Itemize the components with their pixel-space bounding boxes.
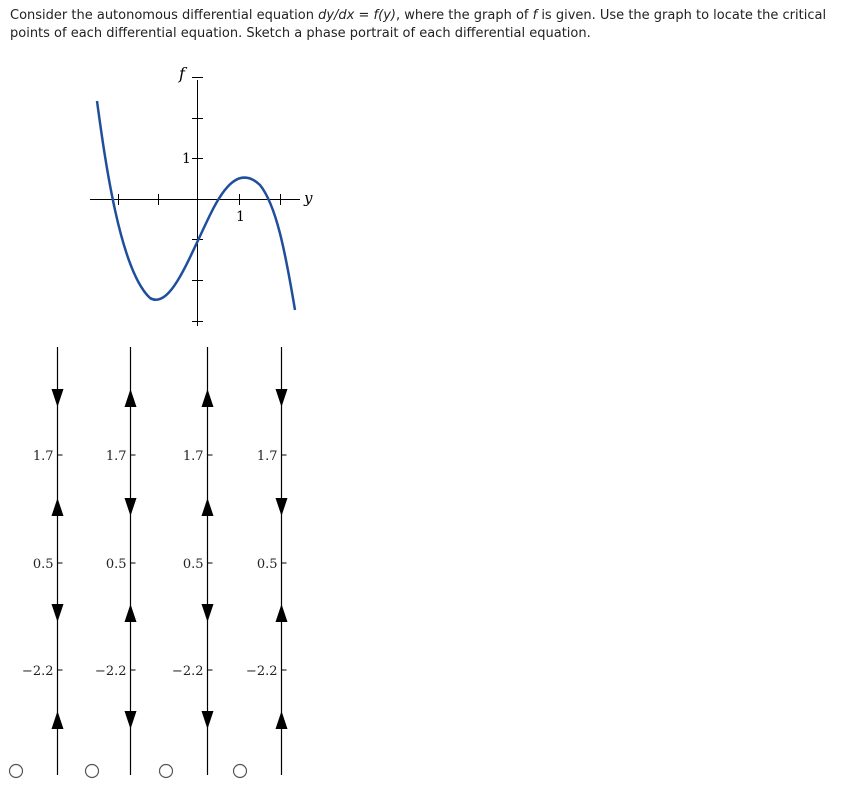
question-fy: f(y) [373, 8, 396, 23]
arrow-down-icon [202, 604, 214, 622]
arrow-up-icon [202, 498, 214, 516]
f-tick-1-label: 1 [182, 151, 191, 167]
critical-point-label: −2.2 [21, 664, 54, 679]
question-f: f [532, 8, 538, 23]
phase-portrait-option-1 [22, 347, 64, 775]
question-part-3: , where the graph of [395, 8, 533, 23]
arrow-down-icon [52, 389, 64, 407]
arrow-down-icon [125, 711, 137, 729]
arrow-down-icon [276, 498, 288, 516]
question-part-4: is given. Use the graph to locate the critical points of each differential equation. Sketch a phase portrait of each differential equation. [10, 8, 827, 41]
phase-portrait-option-2 [95, 347, 137, 775]
phase-portrait-option-3 [172, 347, 214, 775]
critical-point-label: 1.7 [32, 449, 54, 464]
arrow-down-icon [276, 389, 288, 407]
question-part-1: Consider the autonomous differential equation [10, 8, 319, 23]
critical-point-label: 0.5 [256, 557, 278, 572]
y-axis-label: y [304, 189, 313, 207]
question-eq: dy/dx [318, 8, 355, 23]
critical-point-label: −2.2 [94, 664, 127, 679]
arrow-down-icon [125, 498, 137, 516]
critical-point-label: −2.2 [245, 664, 278, 679]
critical-point-label: 0.5 [105, 557, 127, 572]
arrow-down-icon [202, 711, 214, 729]
question-part-2: = [354, 8, 374, 23]
arrow-up-icon [276, 711, 288, 729]
arrow-up-icon [276, 604, 288, 622]
critical-point-label: 1.7 [105, 449, 127, 464]
critical-point-label: 1.7 [182, 449, 204, 464]
critical-point-label: 1.7 [256, 449, 278, 464]
critical-point-label: 0.5 [182, 557, 204, 572]
arrow-up-icon [52, 498, 64, 516]
y-tick-1-label: 1 [236, 209, 245, 225]
f-axis-label: f [179, 64, 185, 83]
arrow-up-icon [125, 389, 137, 407]
arrow-up-icon [125, 604, 137, 622]
radio-option-4[interactable] [234, 765, 247, 778]
radio-option-1[interactable] [10, 765, 23, 778]
radio-option-2[interactable] [86, 765, 99, 778]
arrow-up-icon [52, 711, 64, 729]
phase-portrait-option-4 [246, 347, 288, 775]
arrow-up-icon [202, 389, 214, 407]
critical-point-label: 0.5 [32, 557, 54, 572]
critical-point-label: −2.2 [171, 664, 204, 679]
radio-option-3[interactable] [160, 765, 173, 778]
arrow-down-icon [52, 604, 64, 622]
